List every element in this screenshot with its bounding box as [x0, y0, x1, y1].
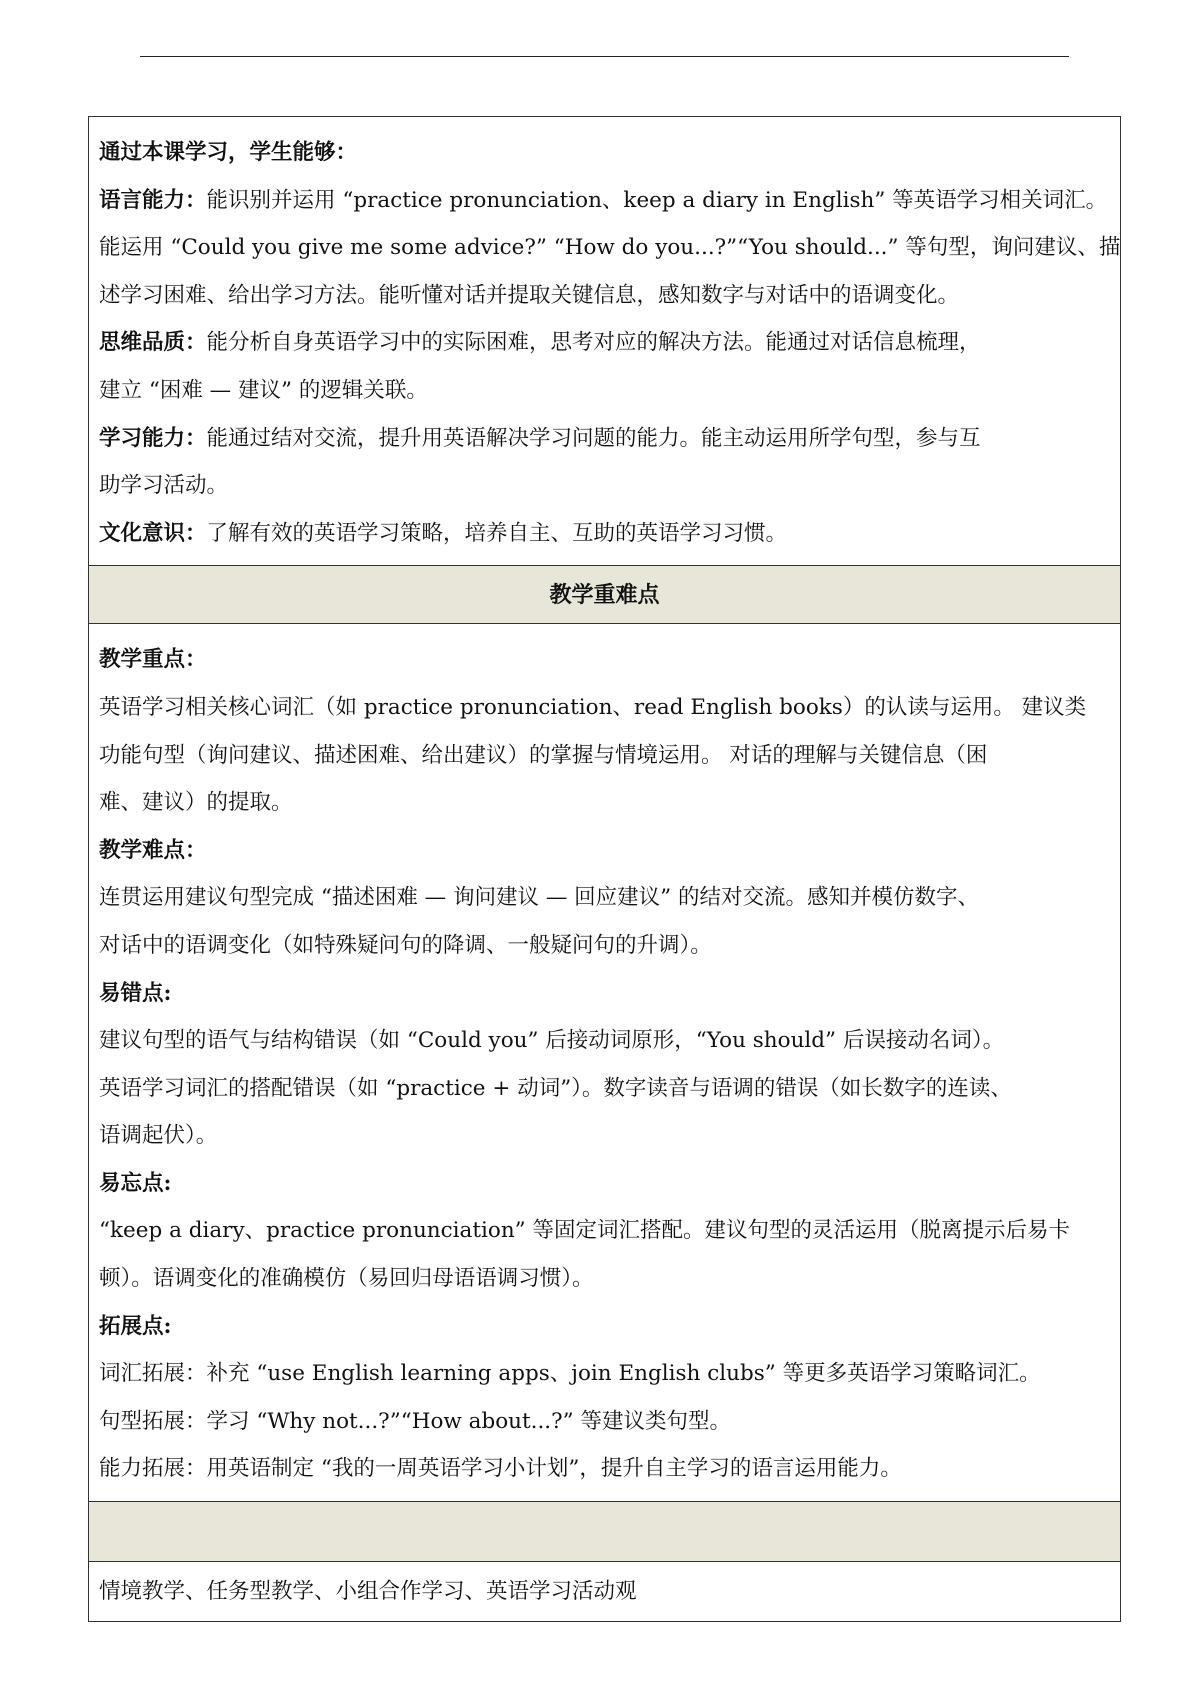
lesson-plan-table	[88, 116, 1121, 1622]
learning-ability-line-2: 助学习活动。	[99, 473, 229, 499]
thinking-quality-text-1: 能分析自身英语学习中的实际困难，思考对应的解决方法。能通过对话信息梳理，	[206, 330, 981, 356]
language-ability-line-2: 能运用 “Could you give me some advice?” “How do you...?”“You should...” 等句型，询问建议、描	[99, 235, 1121, 261]
language-ability-line-1	[99, 177, 1110, 225]
methods-header	[89, 1501, 1120, 1561]
cultural-awareness-line	[99, 510, 1110, 558]
error-prone-label: 易错点:	[99, 980, 172, 1006]
cultural-awareness-label: 文化意识：	[99, 520, 207, 546]
methods-text: 情境教学、任务型教学、小组合作学习、英语学习活动观	[99, 1579, 637, 1605]
objectives-intro: 通过本课学习，学生能够：	[99, 140, 358, 165]
methods-cell	[89, 1561, 1120, 1621]
extension-label: 拓展点:	[99, 1313, 172, 1339]
teaching-focus-line-1: 英语学习相关核心词汇（如 practice pronunciation、read English books）的认读与运用。 建议类	[99, 694, 1087, 720]
header-rule	[140, 56, 1069, 57]
teaching-difficulty-label: 教学难点：	[99, 837, 207, 863]
learning-ability-label: 学习能力：	[99, 425, 207, 451]
language-ability-line-3: 述学习困难、给出学习方法。能听懂对话并提取关键信息，感知数字与对话中的语调变化。	[99, 282, 960, 308]
language-ability-text-1: 能识别并运用 “practice pronunciation、keep a diary in English” 等英语学习相关词汇。	[206, 187, 1108, 213]
key-points-cell	[89, 623, 1120, 1501]
thinking-quality-line-1	[99, 319, 1110, 367]
easy-forget-line-1: “keep a diary、practice pronunciation” 等固定词汇搭配。建议句型的灵活运用（脱离提示后易卡	[99, 1218, 1071, 1244]
learning-ability-text-1: 能通过结对交流，提升用英语解决学习问题的能力。能主动运用所学句型，参与互	[206, 425, 981, 451]
teaching-focus-label: 教学重点：	[99, 647, 207, 673]
teaching-focus-line-3: 难、建议）的提取。	[99, 790, 293, 816]
teaching-focus-line-2: 功能句型（询问建议、描述困难、给出建议）的掌握与情境运用。 对话的理解与关键信息（困	[99, 742, 988, 768]
thinking-quality-line-2: 建立 “困难 — 建议” 的逻辑关联。	[99, 377, 428, 403]
thinking-quality-label: 思维品质：	[99, 330, 207, 356]
objectives-cell	[89, 117, 1120, 565]
easy-forget-line-2: 顿）。语调变化的准确模仿（易回归母语语调习惯）。	[99, 1266, 594, 1292]
extension-line-3: 能力拓展：用英语制定 “我的一周英语学习小计划”，提升自主学习的语言运用能力。	[99, 1456, 902, 1482]
teaching-difficulty-line-1: 连贯运用建议句型完成 “描述困难 — 询问建议 — 回应建议” 的结对交流。感知并模仿数字、	[99, 885, 979, 911]
error-prone-line-1: 建议句型的语气与结构错误（如 “Could you” 后接动词原形，“You should” 后误接动名词）。	[99, 1028, 1005, 1054]
language-ability-label: 语言能力：	[99, 187, 207, 213]
extension-line-1: 词汇拓展：补充 “use English learning apps、join English clubs” 等更多英语学习策略词汇。	[99, 1361, 1041, 1387]
learning-ability-line-1	[99, 415, 1110, 463]
extension-line-2: 句型拓展：学习 “Why not...?”“How about...?” 等建议类句型。	[99, 1408, 731, 1434]
cultural-awareness-text: 了解有效的英语学习策略，培养自主、互助的英语学习习惯。	[206, 520, 788, 546]
easy-forget-label: 易忘点:	[99, 1170, 172, 1196]
key-points-header: 教学重难点	[89, 565, 1120, 623]
teaching-difficulty-line-2: 对话中的语调变化（如特殊疑问句的降调、一般疑问句的升调）。	[99, 932, 712, 958]
error-prone-line-2: 英语学习词汇的搭配错误（如 “practice + 动词”）。数字读音与语调的错误（如长数字的连读、	[99, 1075, 1012, 1101]
error-prone-line-3: 语调起伏）。	[99, 1123, 218, 1149]
